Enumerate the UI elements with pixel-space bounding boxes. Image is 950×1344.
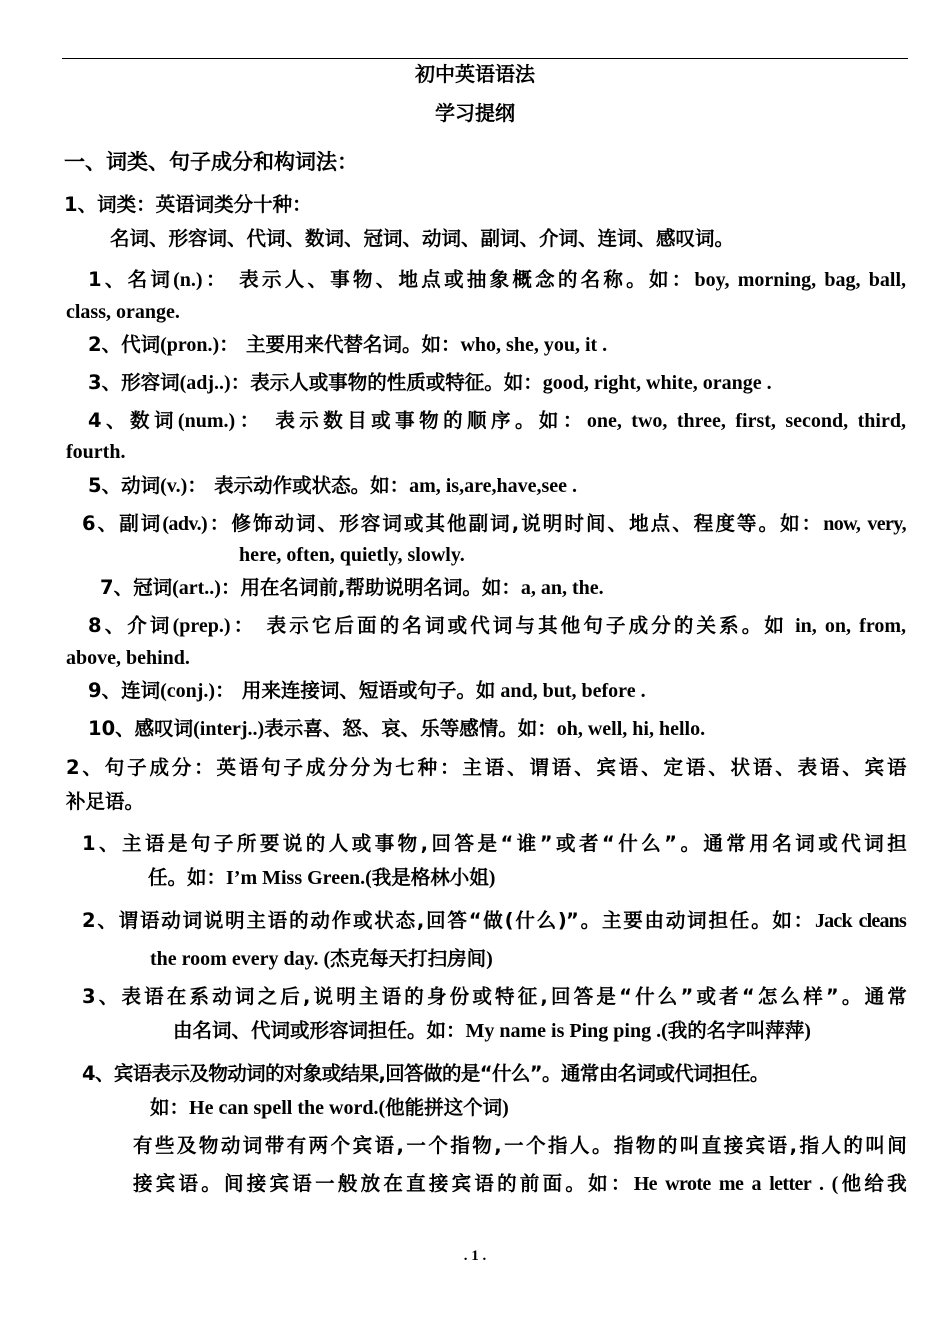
pos-item-cont: above, behind. — [66, 647, 190, 669]
pos-item-cont: class, orange. — [66, 301, 180, 323]
pos-item: 8、介词(prep.)： 表示它后面的名词或代词与其他句子成分的关系。如 in, on, from, — [88, 614, 906, 637]
component-item: 1、主语是句子所要说的人或事物,回答是“谁”或者“什么”。通常用名词或代词担 — [82, 832, 906, 855]
document-title: 初中英语语法 — [415, 62, 535, 86]
pos-item-cont: here, often, quietly, slowly. — [239, 544, 465, 566]
component-item-cont: 任。如：I’m Miss Green.(我是格林小姐) — [148, 866, 496, 889]
pos-item: 10、感叹词(interj..)表示喜、怒、哀、乐等感情。如：oh, well, hi, hello. — [88, 717, 706, 740]
pos-item: 6、副词(adv.)：修饰动词、形容词或其他副词,说明时间、地点、程度等。如：now, very, — [82, 512, 907, 535]
object-note: 有些及物动词带有两个宾语,一个指物,一个指人。指物的叫直接宾语,指人的叫间 — [133, 1134, 906, 1157]
pos-item: 4、数词(num.)： 表示数目或事物的顺序。如：one, two, three, first, second, third, — [88, 409, 906, 432]
pos-item: 1、名词(n.)： 表示人、事物、地点或抽象概念的名称。如：boy, morning, bag, ball, — [88, 268, 906, 291]
component-item-cont: the room every day. (杰克每天打扫房间) — [150, 947, 493, 970]
component-item-cont: 如：He can spell the word.(他能拼这个词) — [150, 1096, 509, 1119]
components-heading: 2、句子成分：英语句子成分分为七种：主语、谓语、宾语、定语、状语、表语、宾语 — [66, 756, 906, 779]
component-item: 4、宾语表示及物动词的对象或结果,回答做的是“什么”。通常由名词或代词担任。 — [82, 1062, 769, 1085]
object-note-cont: 接宾语。间接宾语一般放在直接宾语的前面。如：He wrote me a letter . (他给我 — [133, 1172, 906, 1195]
section-heading: 一、词类、句子成分和构词法： — [64, 150, 358, 174]
pos-item: 9、连词(conj.)： 用来连接词、短语或句子。如 and, but, before . — [88, 679, 646, 702]
component-item-cont: 由名词、代词或形容词担任。如：My name is Ping ping .(我的名字叫萍萍) — [173, 1019, 811, 1042]
document-subtitle: 学习提纲 — [435, 101, 515, 125]
components-heading-cont: 补足语。 — [66, 790, 145, 813]
pos-item: 3、形容词(adj..)：表示人或事物的性质或特征。如：good, right, white, orange . — [88, 371, 772, 394]
pos-item-cont: fourth. — [66, 441, 126, 463]
component-item: 3、表语在系动词之后,说明主语的身份或特征,回答是“什么”或者“怎么样”。通常 — [82, 985, 906, 1008]
pos-heading: 1、词类：英语词类分十种： — [64, 193, 312, 216]
page-number: . 1 . — [463, 1248, 487, 1264]
header-rule — [62, 58, 908, 59]
component-item: 2、谓语动词说明主语的动作或状态,回答“做(什么)”。主要由动词担任。如：Jack cleans — [82, 909, 906, 932]
pos-item: 2、代词(pron.)： 主要用来代替名词。如：who, she, you, it . — [88, 333, 608, 356]
pos-item: 5、动词(v.)： 表示动作或状态。如：am, is,are,have,see . — [88, 474, 578, 497]
pos-list: 名词、形容词、代词、数词、冠词、动词、副词、介词、连词、感叹词。 — [110, 227, 735, 250]
pos-item: 7、冠词(art..)：用在名词前,帮助说明名词。如：a, an, the. — [100, 576, 604, 599]
